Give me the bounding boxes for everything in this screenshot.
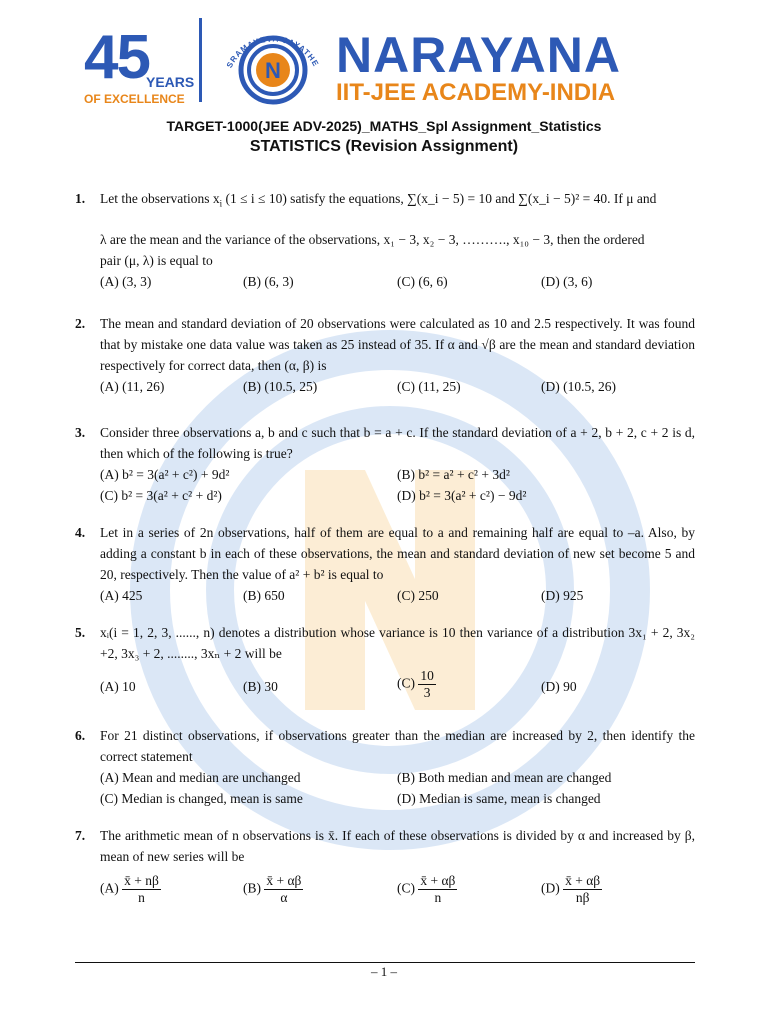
question-number: 1.: [75, 191, 86, 206]
options-row: [100, 485, 695, 506]
anniversary-logo: [84, 23, 195, 106]
option-b: (B) 650: [243, 588, 285, 603]
years-number: 45: [84, 23, 149, 92]
option-c: (C) 250: [397, 588, 439, 603]
options-row: [100, 767, 695, 788]
option-c: (C) (6, 6): [397, 273, 448, 289]
option-b: (B) (10.5, 25): [243, 379, 318, 394]
question-number: 7.: [75, 828, 86, 843]
sum-expression-1: ∑(x_i − 5) = 10: [407, 191, 493, 206]
option-a: (A) $\frac{x̄ + n\beta}{n}$: [100, 873, 159, 905]
question-number: 2.: [75, 316, 86, 331]
options-row: [100, 585, 695, 606]
option-c: (C) (11, 25): [397, 379, 461, 394]
years-label: YEARS: [146, 74, 195, 90]
sum-expression-2: ∑(x_i − 5)² = 40: [518, 191, 608, 206]
question-text: For 21 distinct observations, if observations greater than the median are increased by 2, then identify the correct statement: [100, 728, 695, 764]
academy-name: IIT-JEE ACADEMY-INDIA: [336, 79, 616, 106]
option-b: (B) 30: [243, 679, 278, 694]
options-row: [100, 464, 695, 485]
options-row: [100, 873, 695, 913]
option-a: (A) Mean and median are unchanged: [100, 770, 301, 785]
question-7: [75, 825, 695, 913]
question-2: [75, 313, 695, 397]
option-b: (B) b² = a² + c² + 3d²: [397, 467, 510, 482]
options-row: [100, 376, 695, 397]
question-4: [75, 522, 695, 606]
option-b: (B) (6, 3): [243, 273, 294, 289]
option-c: (C) Median is changed, mean is same: [100, 791, 303, 806]
fraction: $\frac{10}{3}$: [420, 668, 434, 700]
question-text: xᵢ(i = 1, 2, 3, ......, n) denotes a distribution whose variance is 10 then variance of a distribution 3x₁ + 2, 3x₂ +2, 3x₃ + 2, ........, 3xₙ + 2 will be: [100, 625, 695, 661]
question-5: [75, 622, 695, 702]
option-b: (B) $\frac{x̄ + \alpha\beta}{\alpha}$: [243, 873, 302, 905]
option-c: (C) b² = 3(a² + c² + d²): [100, 488, 222, 503]
option-d: (D) 90: [541, 679, 577, 694]
emblem-letter: N: [265, 58, 281, 83]
options-row: [100, 271, 695, 292]
page-number: – 1 –: [371, 964, 397, 979]
emblem-motto: SRAMAYEVA JAYATHE: [224, 34, 321, 70]
option-c: (C) $\frac{10}{3}$: [397, 668, 434, 700]
option-d: (D) Median is same, mean is changed: [397, 791, 601, 806]
option-a: (A) b² = 3(a² + c²) + 9d²: [100, 467, 230, 482]
option-d: (D) (3, 6): [541, 273, 593, 289]
question-text: Let in a series of 2n observations, half of them are equal to a and remaining half are equal to –a. Also, by adding a constant b in each of these observations, the mean and standard deviation of new set become 5 and 20, respectively. Then the value of a² + b² is equal to: [100, 525, 695, 582]
question-6: [75, 725, 695, 809]
narayana-emblem-icon: [214, 12, 332, 106]
question-number: 5.: [75, 625, 86, 640]
option-d: (D) 925: [541, 588, 584, 603]
question-text: Let the observations $x_i$ (1 ≤ i ≤ 10) satisfy the equations, ∑(x_i − 5) = 10 and ∑(x_i − 5)² = 40. If μ and: [100, 191, 657, 209]
option-a: (A) (11, 26): [100, 379, 165, 394]
question-text: The mean and standard deviation of 20 observations were calculated as 10 and 2.5 respectively. It was found that by mistake one data value was taken as 25 instead of 35. If α and √β are the mean and standard deviation respectively for correct data, then (α, β) is: [100, 316, 695, 373]
option-c: (C) $\frac{x̄ + \alpha\beta}{n}$: [397, 873, 456, 905]
question-text: Consider three observations a, b and c such that b = a + c. If the standard deviation of a + 2, b + 2, c + 2 is d, then which of the following is true?: [100, 425, 695, 461]
question-number: 4.: [75, 525, 86, 540]
option-d: (D) b² = 3(a² + c²) − 9d²: [397, 488, 527, 503]
question-number: 3.: [75, 425, 86, 440]
option-d: (D) (10.5, 26): [541, 379, 616, 394]
question-text-line2: λ are the mean and the variance of the observations, x₁ − 3, x₂ − 3, ………., x₁₀ − 3, then the ordered: [100, 231, 645, 247]
option-d: (D) $\frac{x̄ + \alpha\beta}{n\beta}$: [541, 873, 601, 905]
options-row: [100, 668, 695, 702]
excellence-label: OF EXCELLENCE: [84, 92, 185, 106]
question-text: The arithmetic mean of n observations is x̄. If each of these observations is divided by α and increased by β, mean of new series will be: [100, 828, 695, 864]
document-title: STATISTICS (Revision Assignment): [249, 138, 519, 155]
header-divider: [199, 18, 202, 102]
question-number: 6.: [75, 728, 86, 743]
option-a: (A) 10: [100, 679, 136, 694]
question-3: [75, 422, 695, 506]
assignment-subtitle: TARGET-1000(JEE ADV-2025)_MATHS_Spl Assignment_Statistics: [166, 118, 602, 134]
option-a: (A) 425: [100, 588, 143, 603]
brand-name: NARAYANA: [336, 27, 621, 83]
footer-divider: [75, 962, 695, 963]
question-1: [75, 188, 695, 292]
options-row: [100, 788, 695, 809]
option-a: (A) (3, 3): [100, 273, 152, 289]
option-b: (B) Both median and mean are changed: [397, 770, 612, 785]
question-text-line3: pair (μ, λ) is equal to: [100, 252, 213, 268]
